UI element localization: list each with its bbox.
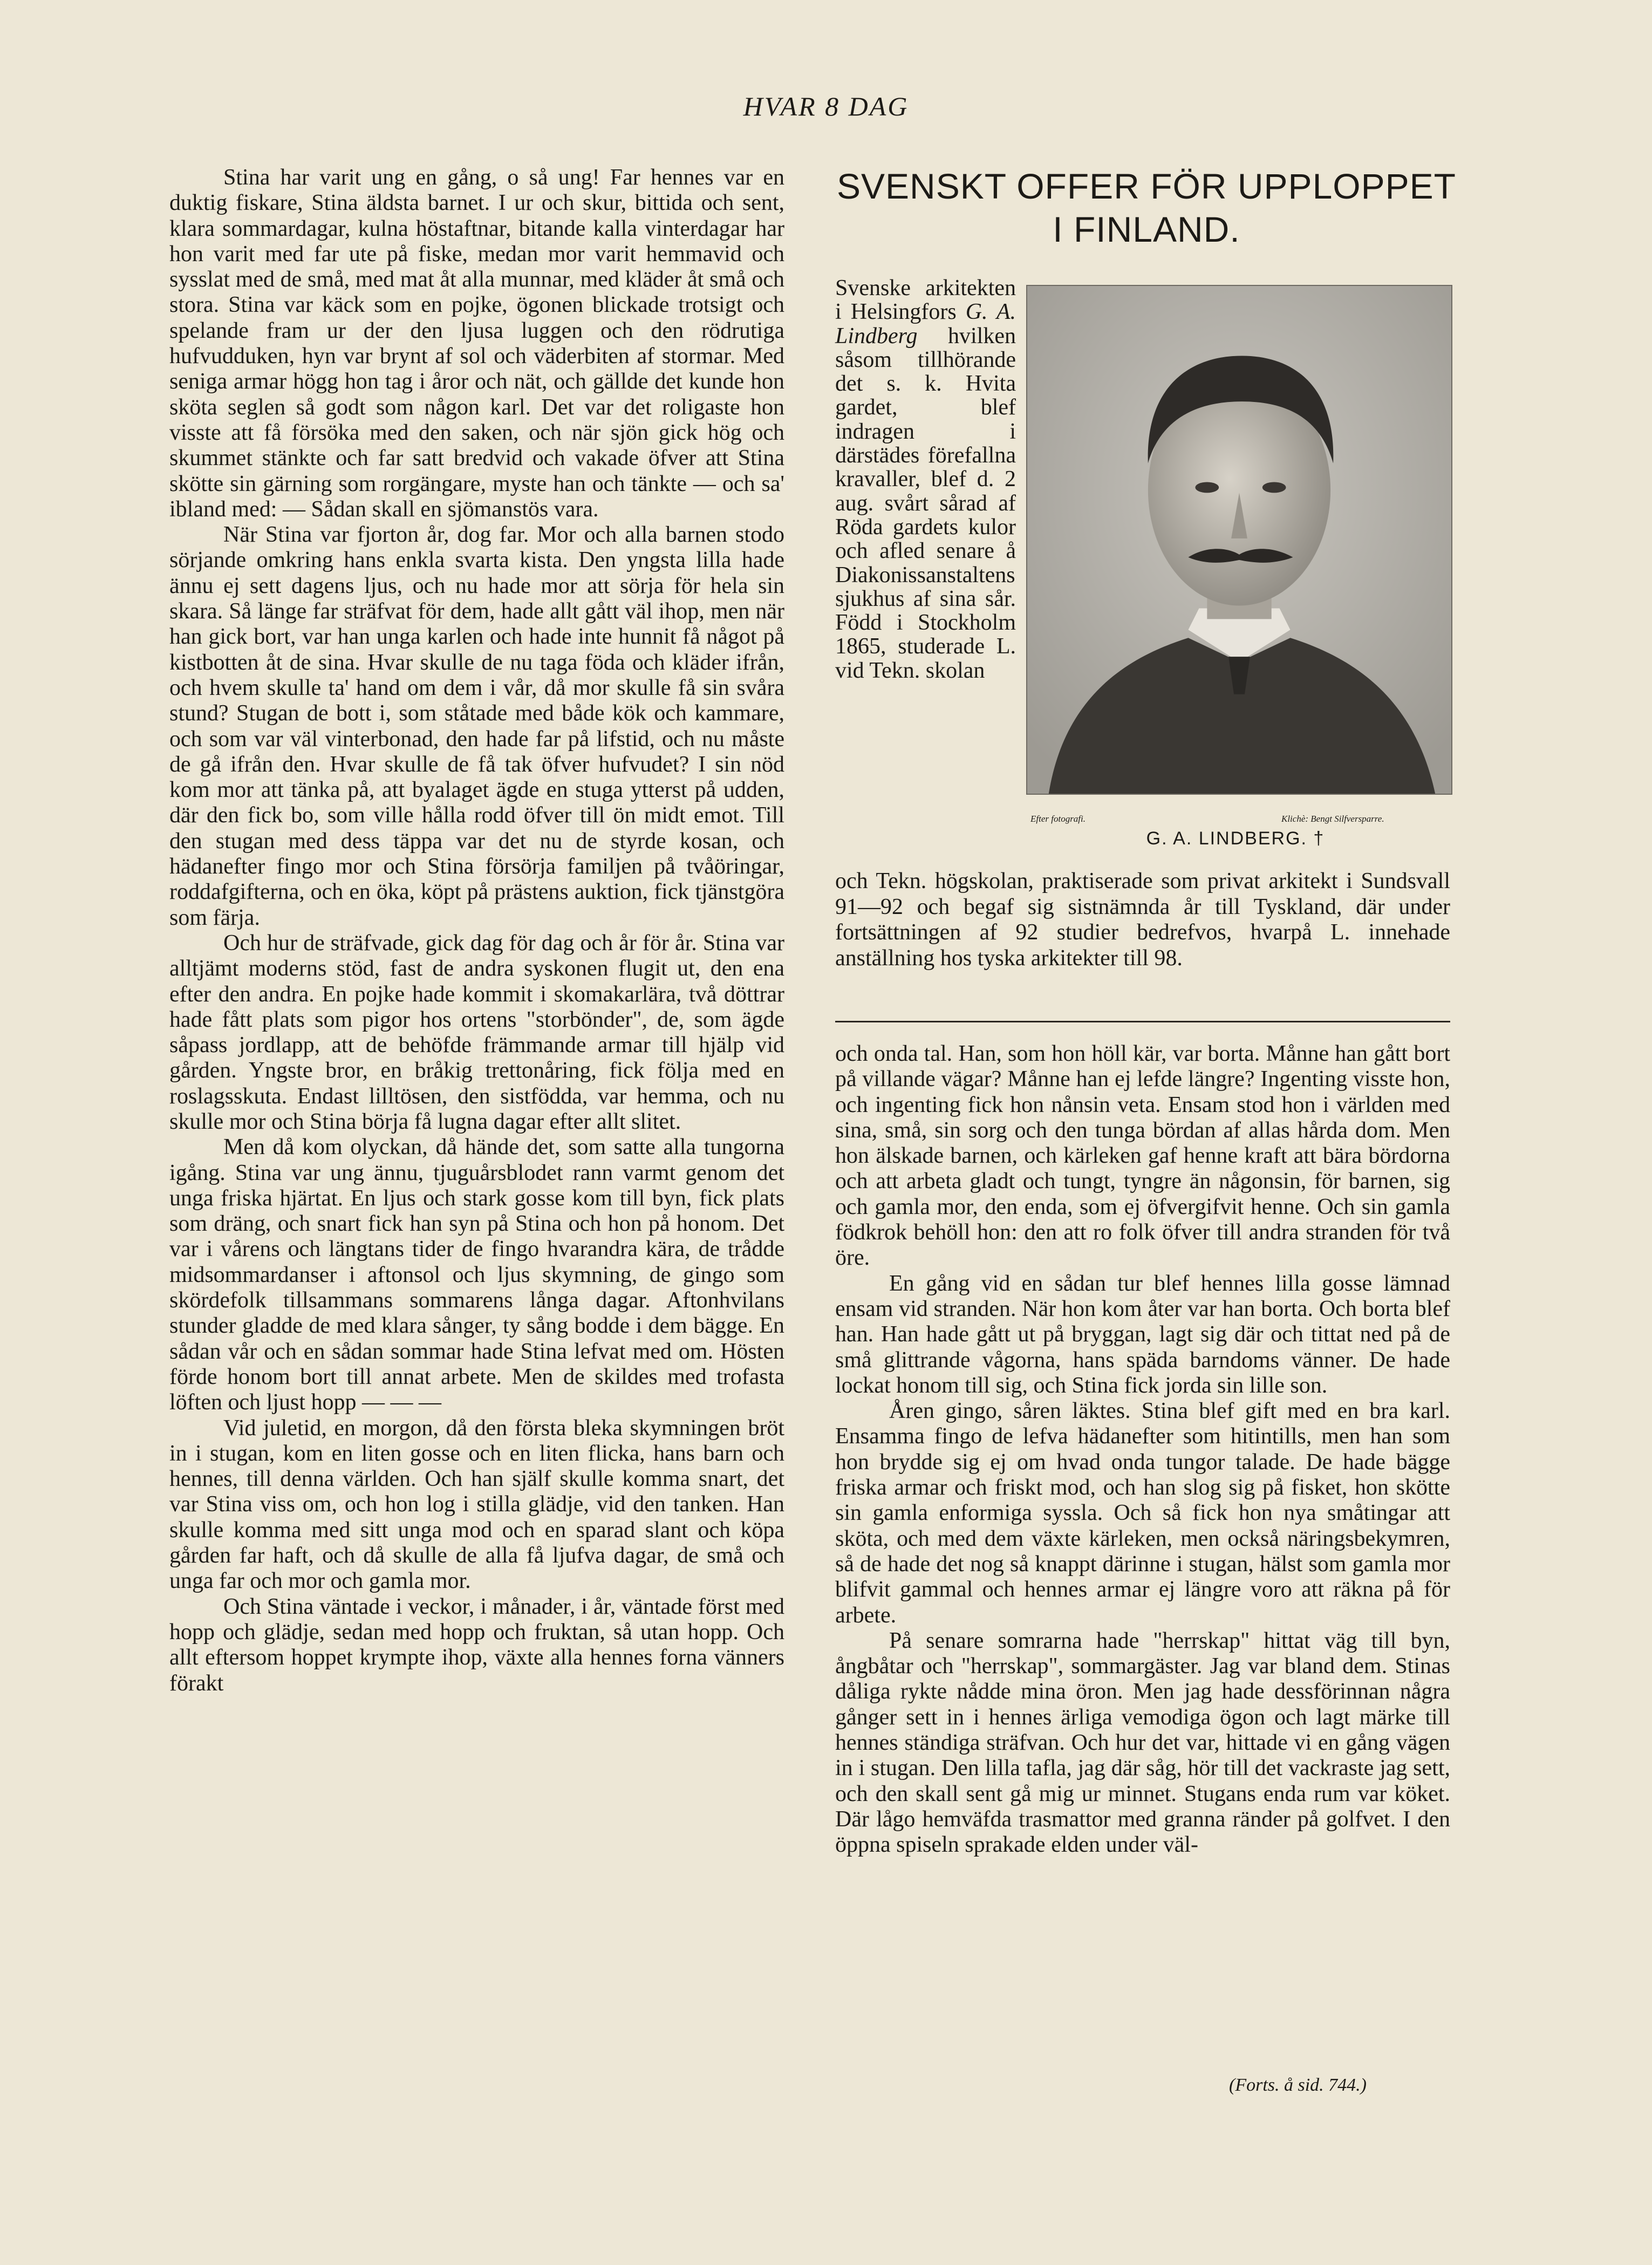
continued-note: (Forts. å sid. 744.) [1229,2075,1367,2095]
photo-caption: G. A. LINDBERG. † [1146,828,1325,849]
right-paragraph: På senare somrarna hade "herrskap" hittat väg till byn, ångbåtar och "herrskap", sommargäster. Jag var bland dem. Stinas dåliga rykte nådde mina öron. Men jag hade dessförinnan några gånger sett in i hennes ärliga vemodiga ögon och lagt märke till hennes ständiga sträfvan. Och hur det var, hittade vi en gång vägen in i stugan. Den lilla tafla, jag där såg, hör till det vackraste jag sett, och den skall sent gå mig ur minnet. Stugans enda rum var köket. Där lågo hemväfda trasmattor med granna ränder på golfvet. I den öppna spiseln sprakade elden under väl- [835,1628,1450,1858]
left-paragraph: När Stina var fjorton år, dog far. Mor och alla barnen stodo sörjande omkring hans enkla svarta kista. Den yngsta lilla hade ännu ej sett dagens ljus, och nu hade mor att sörja för hela sin skara. Så länge far sträfvat för dem, hade allt gått väl ihop, men när han gick bort, var han unga karlen och hade inte hunnit få något på kistbotten åt de sina. Hvar skulle de nu taga föda och kläder ifrån, och hvem skulle ta' hand om dem i vår, då mor skulle få sin svåra stund? Stugan de bott i, som ståtade med både kök och kammare, och som var väl vinterbonad, den hade far på lifstid, och nu måste de gå ifrån den. Hvar skulle de få tak öfver hufvudet? I sin nöd kom mor att tänka på, att byalaget ägde en stuga ytterst på udden, där den fick bo, som ville hålla rodd öfver till ön midt emot. Till den stugan med dess täppa var det nu de styrde kosan, och hädanefter fingo mor och Stina försörja familjen på tvåöringar, roddafgifterna, och en öka, köpt på prästens auktion, fick tjänstgöra som färja. [169,522,784,930]
photo-credit-left: Efter fotografi. [1030,814,1086,824]
bio-name-italic: G. A. Lindberg [835,299,1016,349]
photo-credit-right: Klichè: Bengt Silfversparre. [1281,814,1384,824]
left-paragraph: Och hur de sträfvade, gick dag för dag och år för år. Stina var alltjämt moderns stöd, fast de andra syskonen flugit ut, den ena efter den andra. En pojke hade kommit i skomakarlära, två döttrar hade fått plats som pigor hos ortens "storbönder", de, som ägde såpass jordlapp, att de behöfde främmande armar till hjälp vid gården. Yngste bror, en bråkig trettonåring, fick följa med en roslagsskuta. Endast lilltösen, den sistfödda, var hemma, och nu skulle mor och Stina börja få lugna dagar efter allt slitet. [169,930,784,1134]
left-paragraph: Stina har varit ung en gång, o så ung! Far hennes var en duktig fiskare, Stina äldsta barnet. I ur och skur, bittida och sent, klara sommardagar, kulna höstaftnar, bitande kalla vinterdagar har hon varit med far ute på fiske, medan mor varit hemmavid och sysslat med de små, med mat åt alla munnar, med kläder åt små och stora. Stina var käck som en pojke, ögonen blickade trotsigt och spelande fram ur der den ljusa luggen och den rödrutiga hufvudduken, hyn var brynt af sol och väderbiten af stormar. Med seniga armar högg hon tag i åror och nät, och gällde det kunde hon sköta seglen så godt som någon karl. Det var det roligaste hon visste att få försöka med den saken, och när sjön gick hög och skummet stänkte och far satt bredvid och vakade öfver att Stina skötte sin gärning som rorgängare, myste han och tänkte — och sa' ibland med: — Sådan skall en sjömanstös vara. [169,165,784,522]
left-paragraph: Men då kom olyckan, då hände det, som satte alla tungorna igång. Stina var ung ännu, tjuguårsblodet rann varmt genom det unga friska hjärtat. En ljus och stark gosse kom till byn, fick plats som dräng, och snart fick han syn på Stina och hon på honom. Det var i vårens och längtans tider de fingo hvarandra kära, de trådde midsommardanser i aftonsol och ljus skymning, de gingo som skördefolk tillsammans sommarens långa dagar. Aftonhvilans stunder gladde de med klara sånger, ty sång bodde i dem bägge. En sådan vår och en sådan sommar hade Stina lefvat med om. Hösten förde honom bort till annat arbete. Men de skildes med trofasta löften och ljust hopp — — — [169,1135,784,1415]
portrait-illustration [1027,286,1451,794]
right-column [835,1041,1450,1858]
bio-intro-after: hvilken såsom tillhörande det s. k. Hvita gardet, blef indragen i därstädes förefallna kravaller, blef d. 2 aug. svårt sårad af Röda gardets kulor och afled senare å Diakonissanstaltens sjukhus af sina sår. Född i Stockholm 1865, studerade L. vid Tekn. skolan [835,323,1016,683]
section-divider [835,1021,1450,1022]
bio-intro-before: Svenske arkitekten i Helsingfors [835,276,1016,325]
left-column [169,165,784,1696]
bio-continuation: och Tekn. högskolan, praktiserade som privat arkitekt i Sundsvall 91—92 och begaf sig sistnämnda år till Tyskland, där under fortsättningen af 92 studier bedrefvos, hvarpå L. innehade anställning hos tyska arkitekter till 98. [835,869,1450,971]
right-paragraph: och onda tal. Han, som hon höll kär, var borta. Månne han gått bort på villande vägar? Månne han ej lefde längre? Ingenting visste hon, och ingenting fick hon nånsin veta. Ensam stod hon i världen med sina, små, sin sorg och den tunga bördan af allas hårda dom. Men hon älskade barnen, och kärleken gaf henne kraft att bära bördorna och att arbeta gladt och tungt, tyngre än någonsin, för barnen, sig och gamla mor, den enda, som ej öfvergifvit henne. Och sin gamla födkrok behöll hon: den att ro folk öfver till andra stranden för två öre. [835,1041,1450,1271]
portrait-photo [1026,285,1452,795]
left-paragraph: Och Stina väntade i veckor, i månader, i år, väntade först med hopp och glädje, sedan med hopp och fruktan, så utan hopp. Och allt eftersom hoppet krympte ihop, växte alla hennes forna vänners förakt [169,1594,784,1696]
right-paragraph: Åren gingo, såren läktes. Stina blef gift med en bra karl. Ensamma fingo de lefva hädanefter som hitintills, men han som hon brydde sig ej om hvad onda tungor talade. De hade bägge friska armar och friskt mod, och han slog sig på fisket, hon skötte sin gamla enformiga syssla. Och så fick hon nya småtingar att sköta, och med dem växte kärleken, men också näringsbekymren, så de hade det nog så knappt därinne i stugan, hälst som gamla mor blifvit gammal och hennes armar ej längre voro att räkna på för arbete. [835,1398,1450,1628]
bio-intro [835,276,1016,683]
article-title: SVENSKT OFFER FÖR UPPLOPPET I FINLAND. [836,166,1456,249]
page-header-title: HVAR 8 DAG [743,91,909,121]
left-paragraph: Vid juletid, en morgon, då den första bleka skymningen bröt in i stugan, kom en liten gosse och en liten flicka, hans barn och hennes, till denna världen. Och han själf skulle komma snart, det var Stina viss om, och hon log i stilla glädje, vid den tanken. Han skulle komma med sitt unga mod och en sparad slant och köpa gården far haft, och då skulle de alla få ljufva dagar, de små och unga far och mor och gamla mor. [169,1415,784,1594]
right-paragraph: En gång vid en sådan tur blef hennes lilla gosse lämnad ensam vid stranden. När hon kom åter var han borta. Och borta blef han. Han hade gått ut på bryggan, lagt sig där och tittat ned på de små glittrande vågorna, hans späda barndoms vänner. De hade lockat honom till sig, och Stina fick jorda sin lille son. [835,1271,1450,1398]
